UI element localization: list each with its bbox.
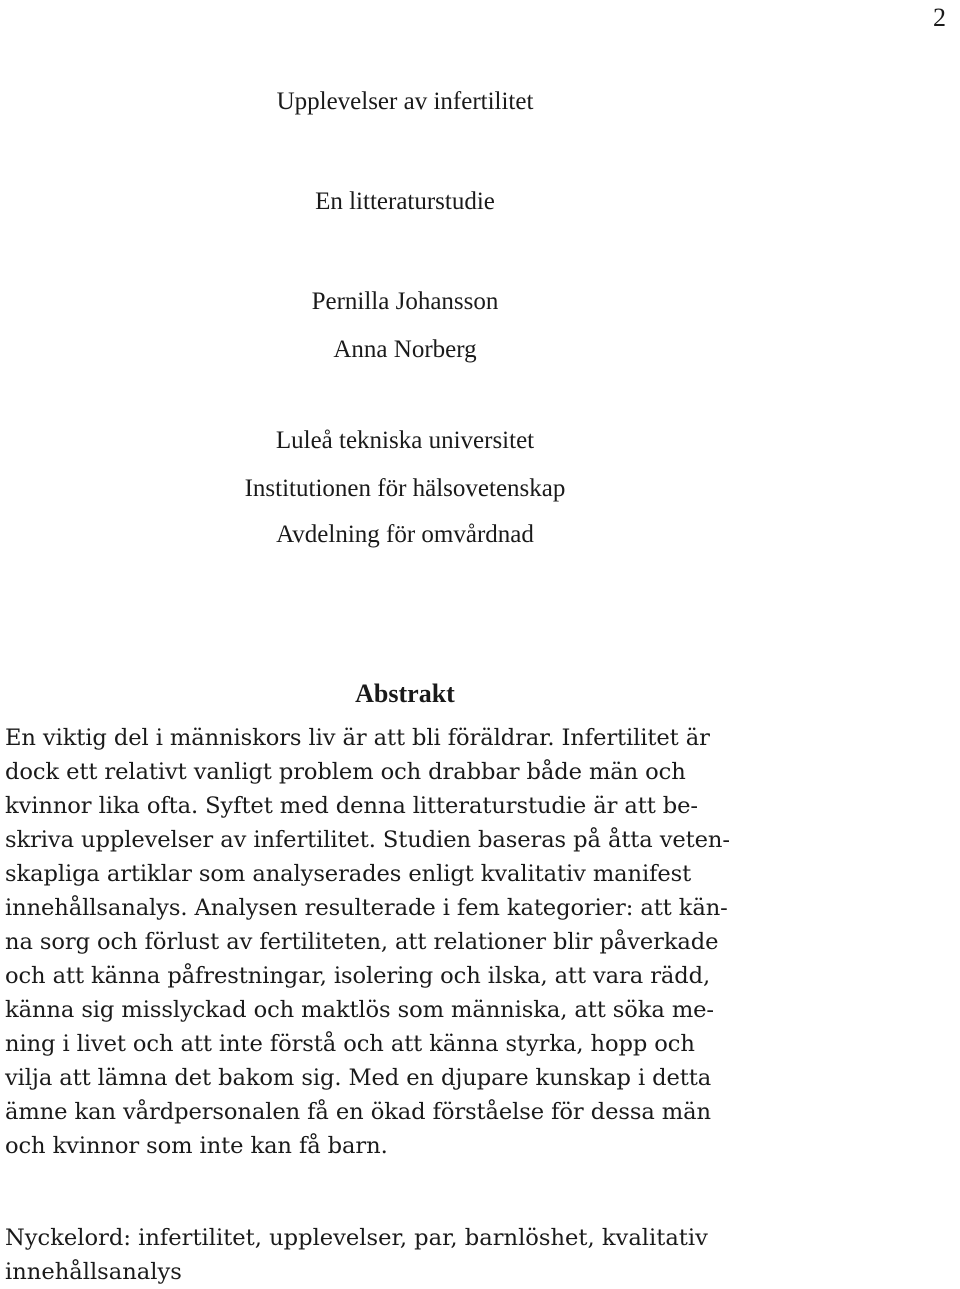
author-name: Pernilla Johansson [311,288,499,315]
abstract-line: na sorg och förlust av fertiliteten, att relationer blir påverkade [5,929,719,955]
abstract-line: skapliga artiklar som analyserades enligt kvalitativ manifest [5,861,692,887]
department-name: Avdelning för omvårdnad [276,521,534,548]
university-name: Luleå tekniska universitet [275,427,535,454]
document-title: Upplevelser av infertilitet [276,88,534,115]
keywords [5,1221,765,1289]
abstract-line: dock ett relativt vanligt problem och drabbar både män och [5,759,686,785]
abstract-line: känna sig misslyckad och maktlös som människa, att söka me- [5,997,714,1023]
institution-name: Institutionen för hälsovetenskap [244,475,566,502]
keywords-line: Nyckelord: infertilitet, upplevelser, par, barnlöshet, kvalitativ [5,1225,708,1251]
document-subtitle: En litteraturstudie [315,188,495,215]
abstract-body [5,721,765,1163]
abstract-line: En viktig del i människors liv är att bli föräldrar. Infertilitet är [5,725,710,751]
abstract-heading: Abstrakt [355,679,455,708]
abstract-line: ämne kan vårdpersonalen få en ökad förståelse för dessa män [5,1099,711,1125]
abstract-line: kvinnor lika ofta. Syftet med denna litteraturstudie är att be- [5,793,698,819]
abstract-line: vilja att lämna det bakom sig. Med en djupare kunskap i detta [5,1065,712,1091]
author-name: Anna Norberg [333,336,477,363]
abstract-line: skriva upplevelser av infertilitet. Studien baseras på åtta veten- [5,827,730,853]
abstract-line: och att känna påfrestningar, isolering och ilska, att vara rädd, [5,963,711,989]
abstract-line: och kvinnor som inte kan få barn. [5,1133,388,1159]
page-number: 2 [933,3,946,32]
keywords-line: innehållsanalys [5,1259,182,1285]
abstract-line: ning i livet och att inte förstå och att känna styrka, hopp och [5,1031,695,1057]
abstract-line: innehållsanalys. Analysen resulterade i fem kategorier: att kän- [5,895,728,921]
